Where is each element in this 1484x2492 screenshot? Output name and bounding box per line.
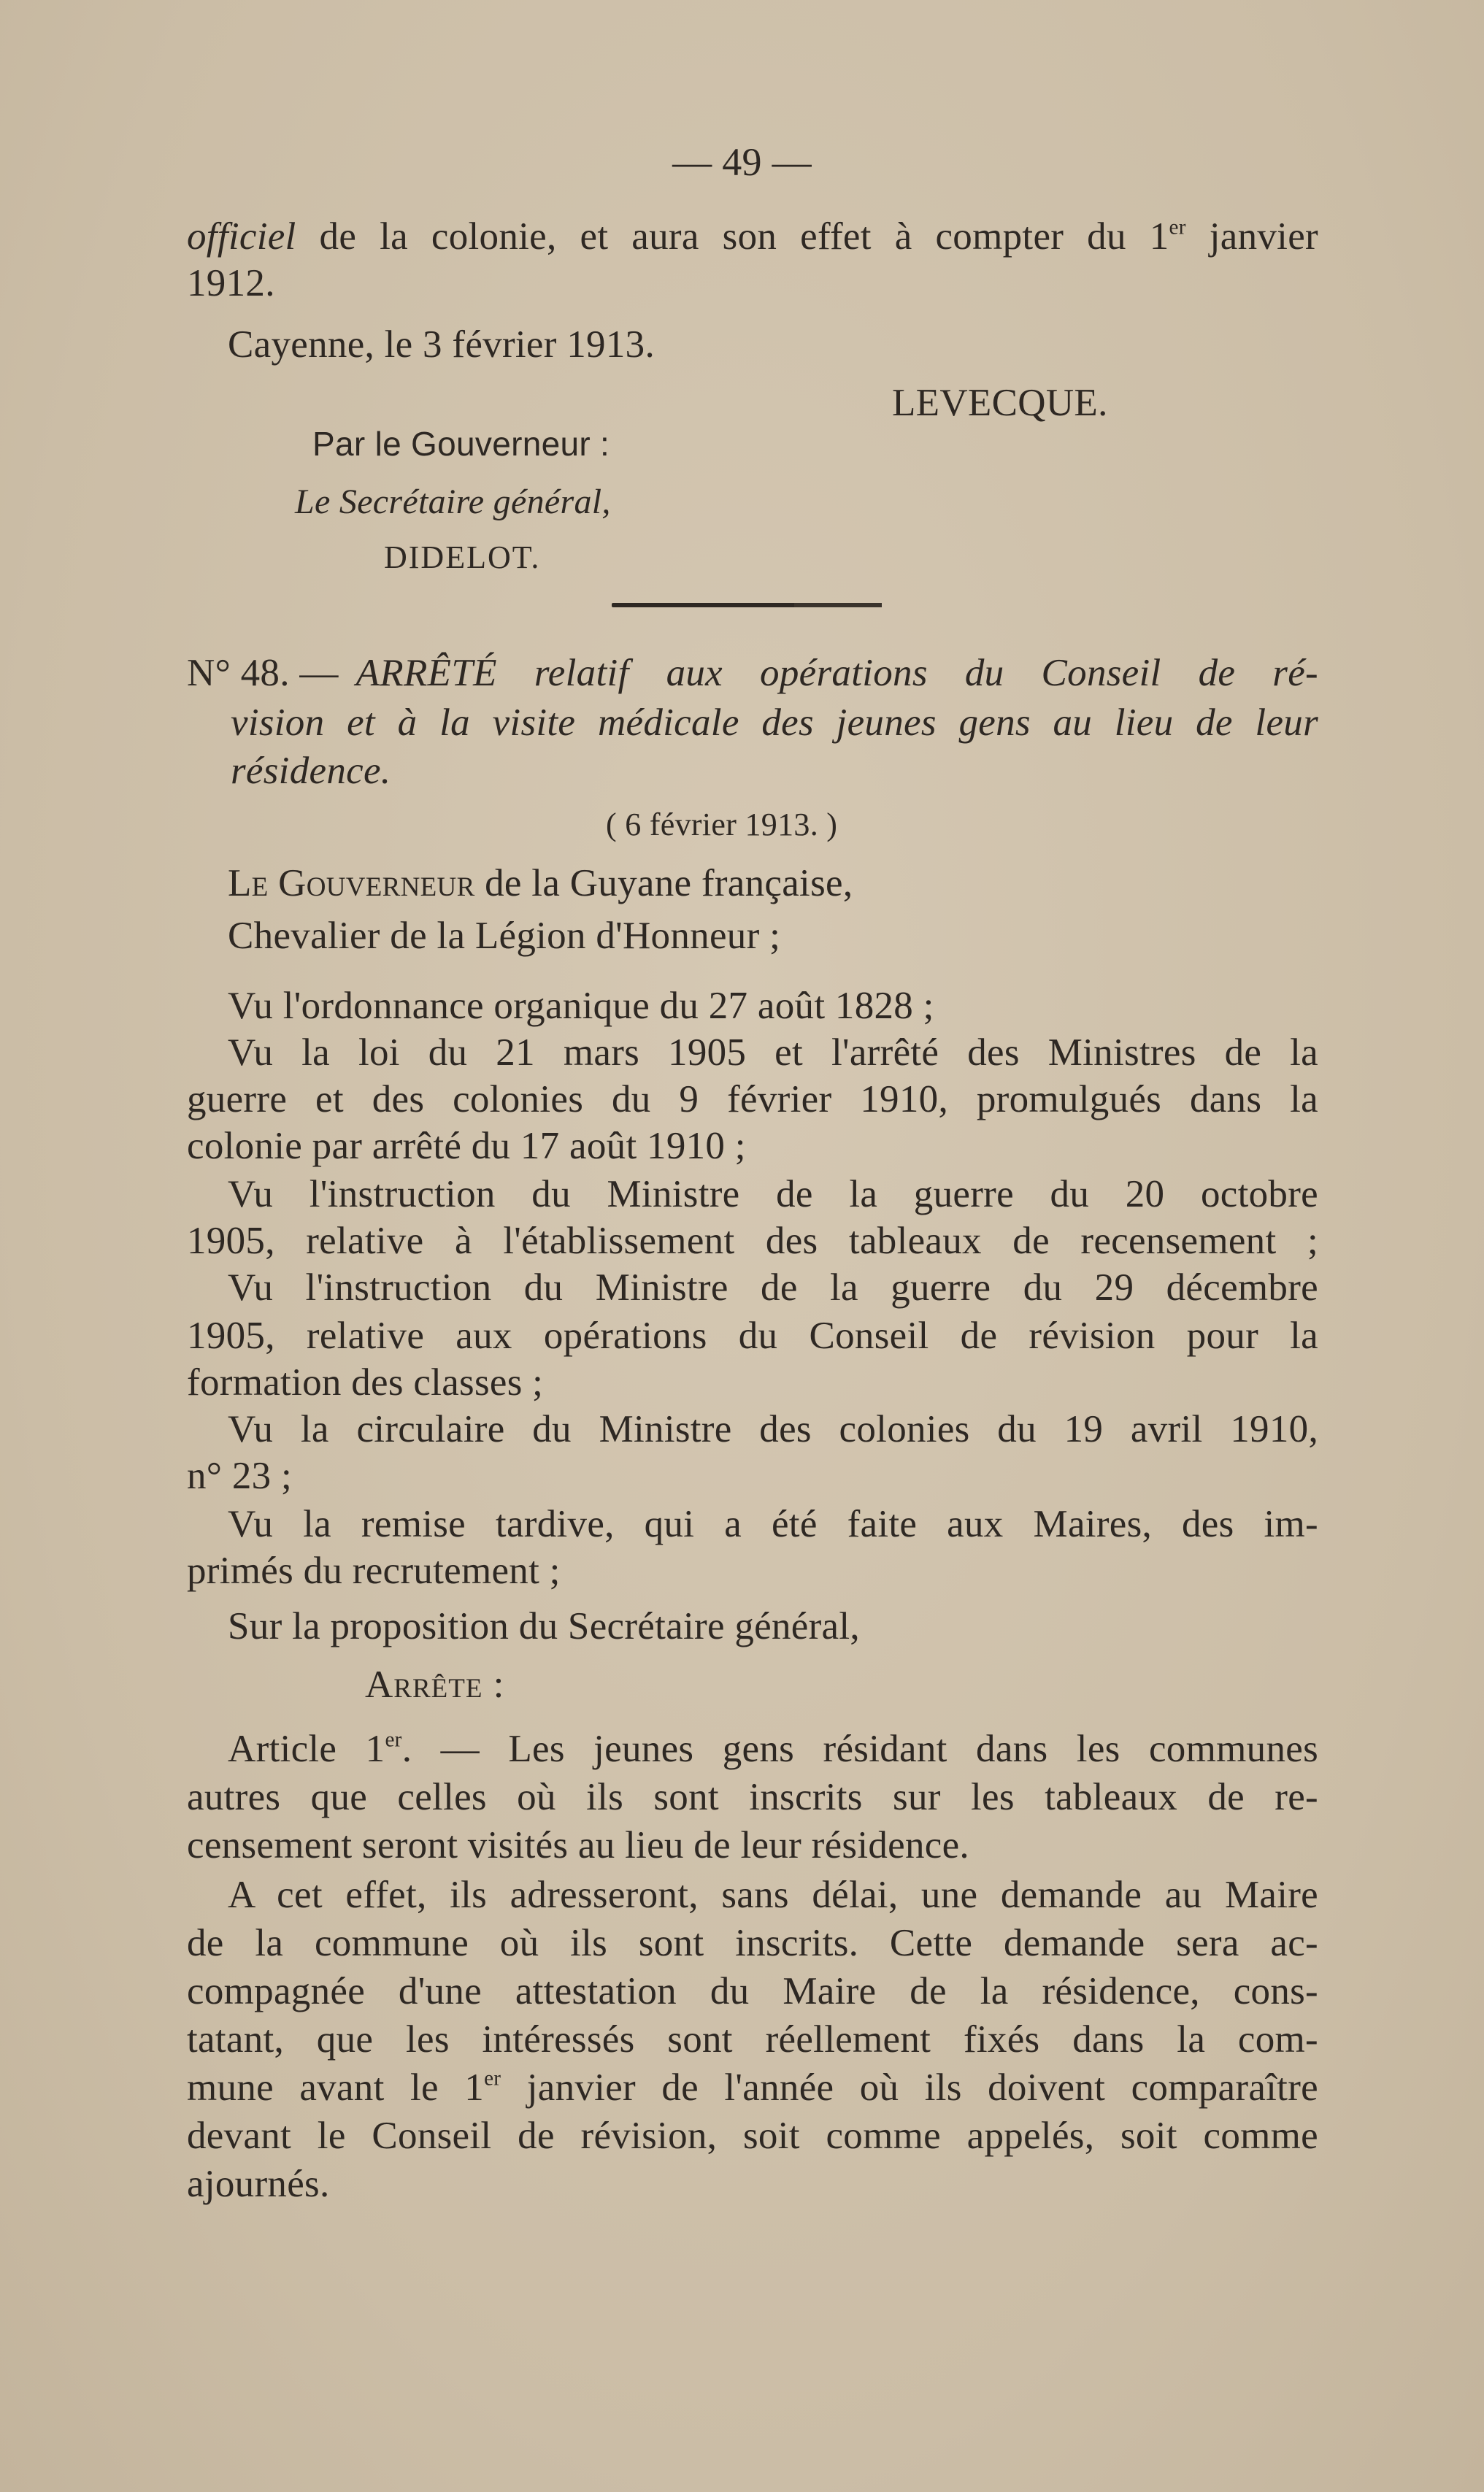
visa-3-line-1: Vu l'instruction du Ministre de la guerre du 20 octobre: [228, 1173, 1318, 1215]
secretaire-name: DIDELOT.: [384, 539, 541, 575]
visa-6-line-1: Vu la remise tardive, qui a été faite aux Maires, des im-: [228, 1503, 1318, 1545]
arrete-number: N° 48. —: [187, 652, 339, 694]
para-2-line-7: ajournés.: [187, 2163, 330, 2205]
visa-7-line-1: Sur la proposition du Secrétaire général,: [228, 1605, 860, 1647]
para-2-line-5-b: janvier de l'année où ils doivent comparaître: [526, 2066, 1318, 2109]
article-1-line-3: censement seront visités au lieu de leur résidence.: [187, 1824, 969, 1866]
visa-2-line-2: guerre et des colonies du 9 février 1910, promulgués dans la: [187, 1078, 1318, 1120]
preamble-chevalier: Chevalier de la Légion d'Honneur ;: [228, 915, 781, 957]
arrete-title-line-2: vision et à la visite médicale des jeunes gens au lieu de leur: [231, 701, 1318, 744]
para-2-line-3: compagnée d'une attestation du Maire de la résidence, cons-: [187, 1970, 1318, 2012]
intro-line-1: [187, 213, 1318, 260]
date-line: Cayenne, le 3 février 1913.: [228, 323, 655, 366]
article-1-label: Article 1: [228, 1728, 385, 1770]
arrete-title-line-1: [187, 650, 1318, 696]
para-2-line-1: A cet effet, ils adresseront, sans délai, une demande au Maire: [228, 1874, 1318, 1916]
article-1-line-2: autres que celles où ils sont inscrits sur les tableaux de re-: [187, 1776, 1318, 1818]
intro-line-1-end: janvier: [1209, 215, 1318, 258]
para-2-line-5-a: mune avant le 1: [187, 2066, 485, 2109]
intro-line-1-sup: er: [1169, 215, 1186, 239]
governor-signature: LEVECQUE.: [892, 382, 1108, 424]
visa-4-line-3: formation des classes ;: [187, 1361, 544, 1404]
governor-small-caps: Le Gouverneur: [228, 862, 475, 904]
para-2-line-2: de la commune où ils sont inscrits. Cette demande sera ac-: [187, 1922, 1318, 1964]
visa-1-line-1: Vu l'ordonnance organique du 27 août 1828 ;: [228, 985, 934, 1027]
visa-2-line-3: colonie par arrêté du 17 août 1910 ;: [187, 1125, 746, 1167]
arrete-date: ( 6 février 1913. ): [606, 807, 838, 842]
para-2-line-4: tatant, que les intéressés sont réellement fixés dans la com-: [187, 2018, 1318, 2061]
article-1-sup: er: [385, 1728, 402, 1752]
para-2-line-5-sup: er: [484, 2066, 501, 2091]
secretaire-title: Le Secrétaire général,: [295, 482, 611, 521]
visa-4-line-2: 1905, relative aux opérations du Conseil de révision pour la: [187, 1315, 1318, 1357]
page-number: — 49 —: [672, 140, 812, 184]
visa-2-line-1: Vu la loi du 21 mars 1905 et l'arrêté des Ministres de la: [228, 1031, 1318, 1074]
arrete-title-line-3: résidence.: [231, 750, 391, 792]
visa-4-line-1: Vu l'instruction du Ministre de la guerre du 29 décembre: [228, 1266, 1318, 1309]
intro-italic-word: officiel: [187, 215, 296, 258]
intro-line-1-text: de la colonie, et aura son effet à compter du 1: [319, 215, 1169, 258]
visa-5-line-2: n° 23 ;: [187, 1455, 293, 1497]
section-divider: [612, 603, 882, 607]
governor-rest: de la Guyane française,: [485, 862, 853, 904]
arrete-heading: Arrête :: [365, 1664, 505, 1706]
visa-6-line-2: primés du recrutement ;: [187, 1550, 561, 1592]
article-1-line-1: [228, 1726, 1318, 1772]
para-2-line-5: [187, 2064, 1318, 2111]
arrete-title-1: ARRÊTÉ relatif aux opérations du Conseil de ré-: [355, 652, 1318, 694]
par-le-gouverneur: Par le Gouverneur :: [312, 425, 610, 463]
para-2-line-6: devant le Conseil de révision, soit comme appelés, soit comme: [187, 2115, 1318, 2157]
preamble-governor: [228, 860, 853, 907]
visa-5-line-1: Vu la circulaire du Ministre des colonies du 19 avril 1910,: [228, 1408, 1318, 1450]
intro-line-2: 1912.: [187, 262, 275, 304]
visa-3-line-2: 1905, relative à l'établissement des tableaux de recensement ;: [187, 1220, 1318, 1262]
article-1-text: . — Les jeunes gens résidant dans les communes: [401, 1728, 1318, 1770]
